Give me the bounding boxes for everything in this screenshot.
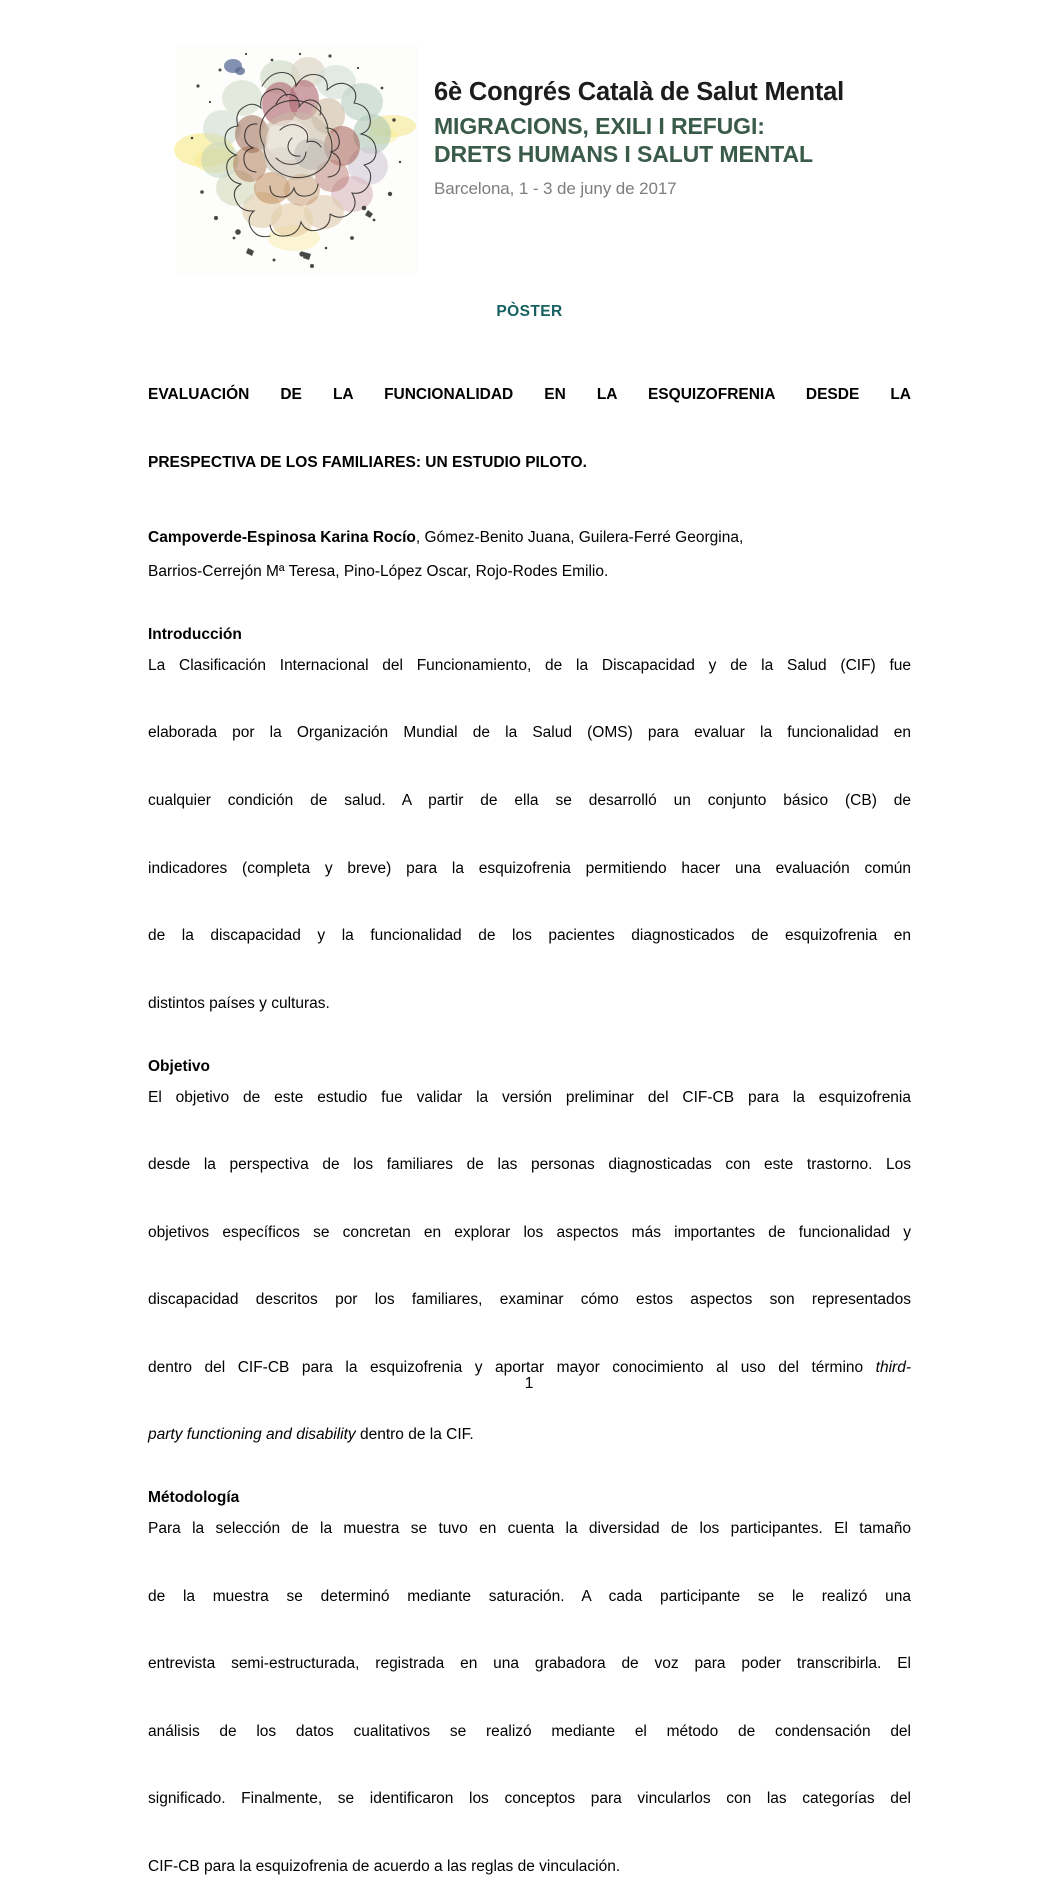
body-line: El objetivo de este estudio fue validar la versión preliminar del CIF-CB para la esquizofrenia	[148, 1088, 911, 1106]
congress-subtitle	[434, 112, 896, 168]
body-line: objetivos específicos se concretan en explorar los aspectos más importantes de funcionalidad y	[148, 1223, 911, 1241]
congress-header-text	[418, 42, 896, 199]
congress-subtitle-line-2: DRETS HUMANS I SALUT MENTAL	[434, 140, 813, 167]
congress-date: Barcelona, 1 - 3 de juny de 2017	[434, 178, 677, 198]
body-line: significado. Finalmente, se identificaron los conceptos para vincularlos con las categorías del	[148, 1790, 911, 1808]
body-line: análisis de los datos cualitativos se realizó mediante el método de condensación del	[148, 1722, 911, 1740]
document-content	[148, 378, 911, 1884]
author-lead: Campoverde-Espinosa Karina Rocío	[148, 529, 416, 547]
authors-block	[148, 521, 911, 589]
page-title-line-2: PRESPECTIVA DE LOS FAMILIARES: UN ESTUDIO PILOTO.	[148, 453, 587, 471]
body-line: La Clasificación Internacional del Funcionamiento, de la Discapacidad y de la Salud (CIF) fue	[148, 656, 911, 674]
body-line-text: dentro del CIF-CB para la esquizofrenia y aportar mayor conocimiento al uso del término	[148, 1358, 876, 1376]
body-line: de la discapacidad y la funcionalidad de los pacientes diagnosticados de esquizofrenia en	[148, 927, 911, 945]
authors-line-2: Barrios-Cerrejón Mª Teresa, Pino-López Oscar, Rojo-Rodes Emilio.	[148, 563, 609, 581]
italic-term-head: third-	[875, 1358, 911, 1376]
congress-header-banner	[176, 42, 896, 277]
body-line-after-italic: dentro de la CIF.	[355, 1426, 474, 1444]
authors-rest-1: , Gómez-Benito Juana, Guilera-Ferré Georgina,	[415, 529, 744, 547]
body-line: cualquier condición de salud. A partir de ella se desarrolló un conjunto básico (CB) de	[148, 792, 911, 810]
congress-title: 6è Congrés Català de Salut Mental	[434, 78, 845, 106]
body-line: entrevista semi-estructurada, registrada en una grabadora de voz para poder transcribirla. El	[148, 1655, 911, 1673]
authors-line-1	[148, 521, 911, 555]
body-line: distintos países y culturas.	[148, 994, 330, 1012]
body-line: indicadores (completa y breve) para la esquizofrenia permitiendo hacer una evaluación común	[148, 859, 911, 877]
italic-term-tail: party functioning and disability	[148, 1426, 356, 1444]
body-line: Para la selección de la muestra se tuvo en cuenta la diversidad de los participantes. El tamaño	[148, 1520, 911, 1538]
section-heading-introduccion: Introducción	[148, 625, 242, 643]
body-line: desde la perspectiva de los familiares de las personas diagnosticadas con este trastorno. Los	[148, 1156, 911, 1174]
page-number: 1	[524, 1375, 534, 1392]
section-heading-objetivo: Objetivo	[148, 1057, 211, 1075]
section-body-metodologia	[148, 1512, 911, 1884]
congress-logo-icon	[176, 42, 418, 274]
body-line: discapacidad descritos por los familiares, examinar cómo estos aspectos son representados	[148, 1291, 911, 1309]
section-body-introduccion	[148, 649, 911, 1021]
congress-subtitle-line-1: MIGRACIONS, EXILI I REFUGI:	[434, 112, 765, 139]
page-title-line-1: EVALUACIÓN DE LA FUNCIONALIDAD EN LA ESQUIZOFRENIA DESDE LA	[148, 386, 911, 403]
body-line: elaborada por la Organización Mundial de la Salud (OMS) para evaluar la funcionalidad en	[148, 724, 911, 742]
section-metodologia	[148, 1486, 911, 1884]
poster-type-label: PÒSTER	[496, 303, 563, 320]
page-title	[148, 378, 911, 479]
section-introduccion	[148, 623, 911, 1021]
body-line: CIF-CB para la esquizofrenia de acuerdo a las reglas de vinculación.	[148, 1857, 621, 1875]
body-line-italic-tail	[148, 1418, 911, 1452]
body-line: de la muestra se determinó mediante saturación. A cada participante se le realizó una	[148, 1587, 911, 1605]
section-body-objetivo	[148, 1081, 911, 1453]
section-heading-metodologia: Métodología	[148, 1489, 240, 1507]
